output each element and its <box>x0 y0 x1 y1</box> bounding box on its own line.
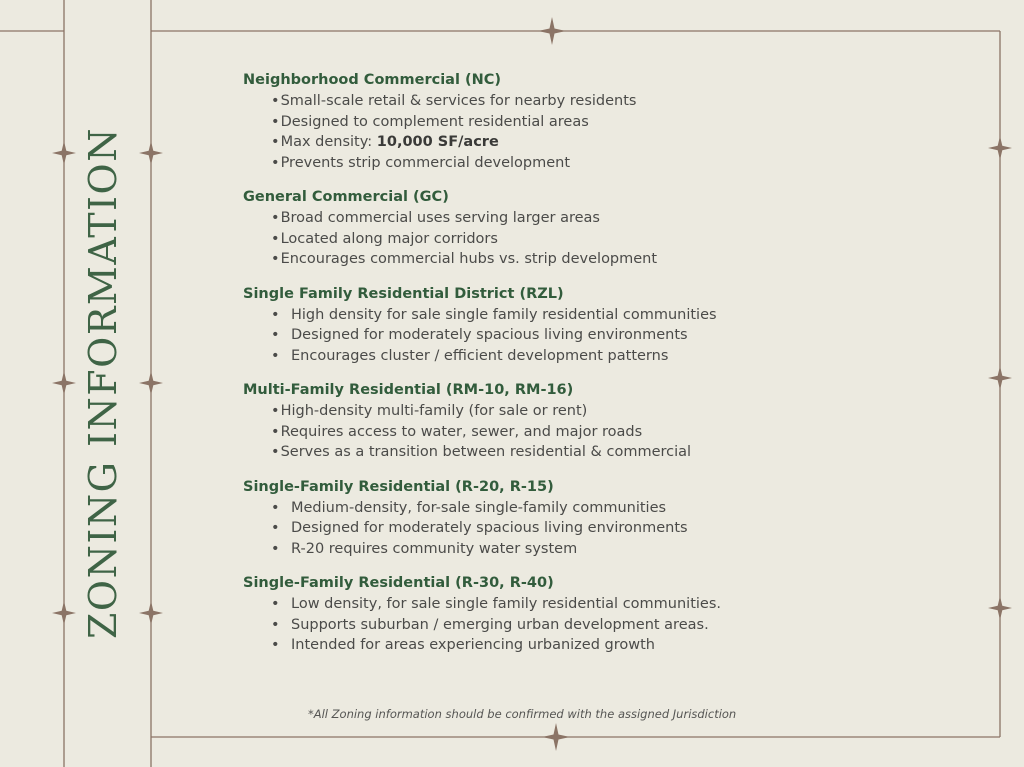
star-ornament-icon <box>139 601 163 625</box>
list-item: • Intended for areas experiencing urbanized growth <box>271 637 655 653</box>
zone-section-gc <box>243 187 983 270</box>
star-ornament-icon <box>988 366 1012 390</box>
zone-heading: Single Family Residential District (RZL) <box>243 285 564 302</box>
star-ornament-icon <box>988 596 1012 620</box>
zone-heading: Single-Family Residential (R-30, R-40) <box>243 575 554 591</box>
zone-section-r20-r15 <box>243 477 983 560</box>
zone-heading: Single-Family Residential (R-20, R-15) <box>243 478 554 495</box>
star-ornament-icon <box>538 17 566 45</box>
list-item: •Designed to complement residential areas <box>271 113 589 130</box>
list-item: •Located along major corridors <box>271 230 498 247</box>
list-item: •Prevents strip commercial development <box>271 154 571 171</box>
star-ornament-icon <box>542 723 570 751</box>
zone-bullet-list <box>243 305 983 367</box>
list-item: • High density for sale single family residential communities <box>271 306 717 323</box>
max-density-value: 10,000 SF/acre <box>376 134 499 150</box>
zone-bullet-list <box>243 208 983 270</box>
zone-section-r30-r40 <box>243 573 983 656</box>
list-item: •High-density multi-family (for sale or rent) <box>271 403 588 419</box>
zone-section-nc <box>243 70 983 173</box>
star-ornament-icon <box>139 141 163 165</box>
list-item: •Serves as a transition between residential & commercial <box>271 444 692 460</box>
star-ornament-icon <box>52 371 76 395</box>
zone-section-rzl <box>243 284 983 367</box>
list-item: • Medium-density, for-sale single-family communities <box>271 499 667 516</box>
list-item: •Small-scale retail & services for nearby residents <box>271 93 637 109</box>
list-item: • Supports suburban / emerging urban development areas. <box>271 616 709 633</box>
zoning-content <box>243 70 983 670</box>
list-item: • Designed for moderately spacious living environments <box>271 327 688 343</box>
star-ornament-icon <box>139 371 163 395</box>
zone-bullet-list <box>243 498 983 560</box>
page-title: ZONING INFORMATION <box>81 127 125 639</box>
list-item: •Max density: 10,000 SF/acre <box>271 134 499 150</box>
zone-bullet-list <box>243 594 983 656</box>
zone-heading: Multi-Family Residential (RM-10, RM-16) <box>243 382 574 398</box>
zone-section-rm <box>243 380 983 463</box>
list-item: •Encourages commercial hubs vs. strip development <box>271 251 658 267</box>
star-ornament-icon <box>988 136 1012 160</box>
list-item: • R-20 requires community water system <box>271 540 578 557</box>
list-item: •Broad commercial uses serving larger areas <box>271 210 600 226</box>
disclaimer-footnote: *All Zoning information should be confirmed with the assigned Jurisdiction <box>308 707 737 721</box>
star-ornament-icon <box>52 601 76 625</box>
list-item: • Low density, for sale single family residential communities. <box>271 596 721 612</box>
zone-bullet-list <box>243 91 983 173</box>
list-item: •Requires access to water, sewer, and major roads <box>271 423 643 440</box>
zone-heading: General Commercial (GC) <box>243 189 449 205</box>
zone-bullet-list <box>243 401 983 463</box>
zone-heading: Neighborhood Commercial (NC) <box>243 72 502 88</box>
star-ornament-icon <box>52 141 76 165</box>
list-item: • Designed for moderately spacious living environments <box>271 520 688 536</box>
list-item: • Encourages cluster / efficient development patterns <box>271 347 669 364</box>
